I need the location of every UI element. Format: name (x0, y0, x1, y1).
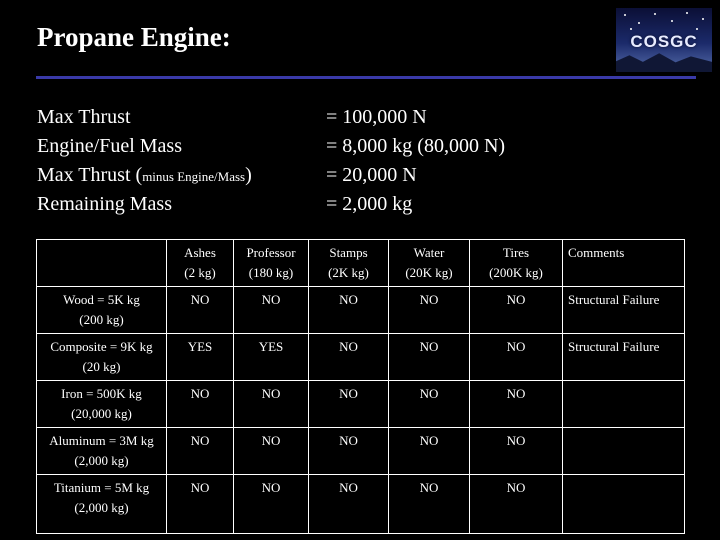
stat-value: = 20,000 N (326, 164, 417, 186)
column-header: Water (20K kg) (389, 240, 470, 287)
star-icon (654, 13, 656, 15)
table-cell: NO (234, 381, 309, 428)
table-cell: NO (470, 287, 563, 334)
table-cell: NO (167, 475, 234, 534)
column-header: Tires (200K kg) (470, 240, 563, 287)
table-cell: NO (309, 381, 389, 428)
row-header: Wood = 5K kg (200 kg) (37, 287, 167, 334)
table-cell: NO (234, 428, 309, 475)
table-cell: NO (470, 381, 563, 428)
comment-cell (563, 428, 685, 475)
stat-label (37, 161, 252, 191)
star-icon (624, 14, 626, 16)
row-header: Iron = 500K kg (20,000 kg) (37, 381, 167, 428)
comment-cell: Structural Failure (563, 287, 685, 334)
row-header: Aluminum = 3M kg (2,000 kg) (37, 428, 167, 475)
column-header: Stamps (2K kg) (309, 240, 389, 287)
table-cell: NO (167, 381, 234, 428)
table-cell: NO (167, 287, 234, 334)
table-cell: NO (470, 475, 563, 534)
star-icon (696, 28, 698, 30)
cosgc-logo (616, 8, 712, 72)
table-cell: YES (167, 334, 234, 381)
table-cell: NO (389, 475, 470, 534)
star-icon (671, 20, 673, 22)
table-cell: NO (389, 334, 470, 381)
table-cell: NO (470, 428, 563, 475)
table-cell: NO (389, 287, 470, 334)
star-icon (686, 12, 688, 14)
slide-title: Propane Engine: (37, 22, 231, 52)
stat-label: Engine/Fuel Mass (37, 135, 182, 157)
stat-label-main: Max Thrust ( (37, 164, 143, 186)
row-header: Titanium = 5M kg (2,000 kg) (37, 475, 167, 534)
stat-label-close: ) (245, 164, 252, 186)
table-cell: NO (309, 287, 389, 334)
table-cell: NO (389, 381, 470, 428)
table-row (37, 428, 685, 475)
row-header: Composite = 9K kg (20 kg) (37, 334, 167, 381)
star-icon (702, 18, 704, 20)
stat-label: Remaining Mass (37, 193, 172, 215)
comment-cell (563, 475, 685, 534)
table-cell: NO (389, 428, 470, 475)
table-cell: NO (309, 428, 389, 475)
table-row (37, 475, 685, 534)
title-divider (36, 76, 696, 79)
table-cell: NO (309, 475, 389, 534)
table-cell: YES (234, 334, 309, 381)
stat-value: = 2,000 kg (326, 193, 413, 215)
stat-label-qualifier: minus Engine/Mass (142, 169, 246, 184)
table-cell: NO (309, 334, 389, 381)
column-header: Ashes (2 kg) (167, 240, 234, 287)
corner-cell (37, 240, 167, 287)
payload-table (36, 239, 685, 534)
table-cell: NO (167, 428, 234, 475)
table-cell: NO (234, 287, 309, 334)
table-cell: NO (470, 334, 563, 381)
table-row (37, 334, 685, 381)
column-header: Professor (180 kg) (234, 240, 309, 287)
stat-value: = 8,000 kg (80,000 N) (326, 135, 506, 157)
star-icon (630, 28, 632, 30)
table-row (37, 381, 685, 428)
table-cell: NO (234, 475, 309, 534)
table-row (37, 287, 685, 334)
comment-cell (563, 381, 685, 428)
logo-text: COSGC (630, 32, 698, 51)
stat-label: Max Thrust (37, 106, 131, 128)
comment-cell: Structural Failure (563, 334, 685, 381)
table-header-row (37, 240, 685, 287)
column-header: Comments (563, 240, 685, 287)
star-icon (638, 22, 640, 24)
stat-value: = 100,000 N (326, 106, 427, 128)
